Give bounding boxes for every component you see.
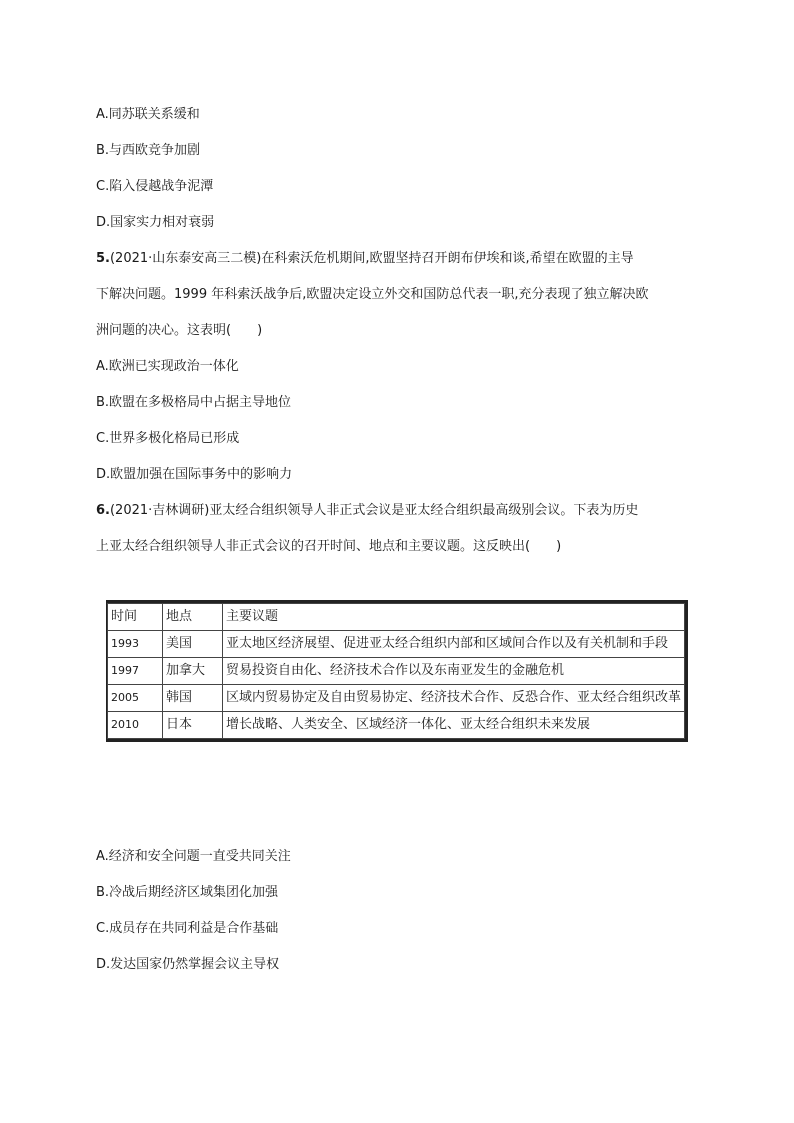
- table-row: [108, 631, 685, 658]
- q5-stem-line-2: 下解决问题。1999 年科索沃战争后,欧盟决定设立外交和国防总代表一职,充分表现了独立解决欧: [96, 287, 649, 302]
- q5-option-a: A.欧洲已实现政治一体化: [96, 359, 239, 374]
- q6-option-c: C.成员存在共同利益是合作基础: [96, 921, 279, 936]
- q5-stem-line-1: [96, 250, 696, 268]
- q4-option-d: D.国家实力相对衰弱: [96, 215, 215, 230]
- row-topics: 贸易投资自由化、经济技术合作以及东南亚发生的金融危机: [223, 658, 685, 685]
- apec-meetings-table: [106, 600, 688, 742]
- row-place: 日本: [163, 712, 223, 739]
- row-topics: 区域内贸易协定及自由贸易协定、经济技术合作、反恐合作、亚太经合组织改革: [223, 685, 685, 712]
- row-time: 1993: [108, 631, 163, 658]
- q6-option-b: B.冷战后期经济区域集团化加强: [96, 885, 279, 900]
- table-row: [108, 685, 685, 712]
- q6-option-d: D.发达国家仍然掌握会议主导权: [96, 957, 280, 972]
- q6-option-a: A.经济和安全问题一直受共同关注: [96, 849, 291, 864]
- apec-table: [107, 603, 685, 739]
- row-place: 加拿大: [163, 658, 223, 685]
- row-place: 美国: [163, 631, 223, 658]
- row-time: 2010: [108, 712, 163, 739]
- q5-number: 5.: [96, 251, 110, 266]
- table-row: [108, 658, 685, 685]
- header-time: 时间: [108, 604, 163, 631]
- table-row: [108, 712, 685, 739]
- row-place: 韩国: [163, 685, 223, 712]
- q4-option-b: B.与西欧竞争加剧: [96, 143, 201, 158]
- q6-stem-text-1: (2021·吉林调研)亚太经合组织领导人非正式会议是亚太经合组织最高级别会议。下表为历史: [109, 503, 639, 518]
- q5-option-c: C.世界多极化格局已形成: [96, 431, 240, 446]
- q4-option-a: A.同苏联关系缓和: [96, 107, 200, 122]
- table-header-row: [108, 604, 685, 631]
- header-topics: 主要议题: [223, 604, 685, 631]
- row-time: 1997: [108, 658, 163, 685]
- row-topics: 亚太地区经济展望、促进亚太经合组织内部和区域间合作以及有关机制和手段: [223, 631, 685, 658]
- q5-stem-line-3: 洲问题的决心。这表明( ): [96, 323, 263, 338]
- q5-stem-text-1: (2021·山东泰安高三二模)在科索沃危机期间,欧盟坚持召开朗布伊埃和谈,希望在欧盟的主导: [109, 251, 634, 266]
- q6-stem-line-1: [96, 502, 696, 520]
- row-time: 2005: [108, 685, 163, 712]
- q4-option-c: C.陷入侵越战争泥潭: [96, 179, 214, 194]
- header-place: 地点: [163, 604, 223, 631]
- q6-stem-line-2: 上亚太经合组织领导人非正式会议的召开时间、地点和主要议题。这反映出( ): [96, 539, 562, 554]
- row-topics: 增长战略、人类安全、区域经济一体化、亚太经合组织未来发展: [223, 712, 685, 739]
- q6-number: 6.: [96, 503, 110, 518]
- q5-option-b: B.欧盟在多极格局中占据主导地位: [96, 395, 292, 410]
- q5-option-d: D.欧盟加强在国际事务中的影响力: [96, 467, 293, 482]
